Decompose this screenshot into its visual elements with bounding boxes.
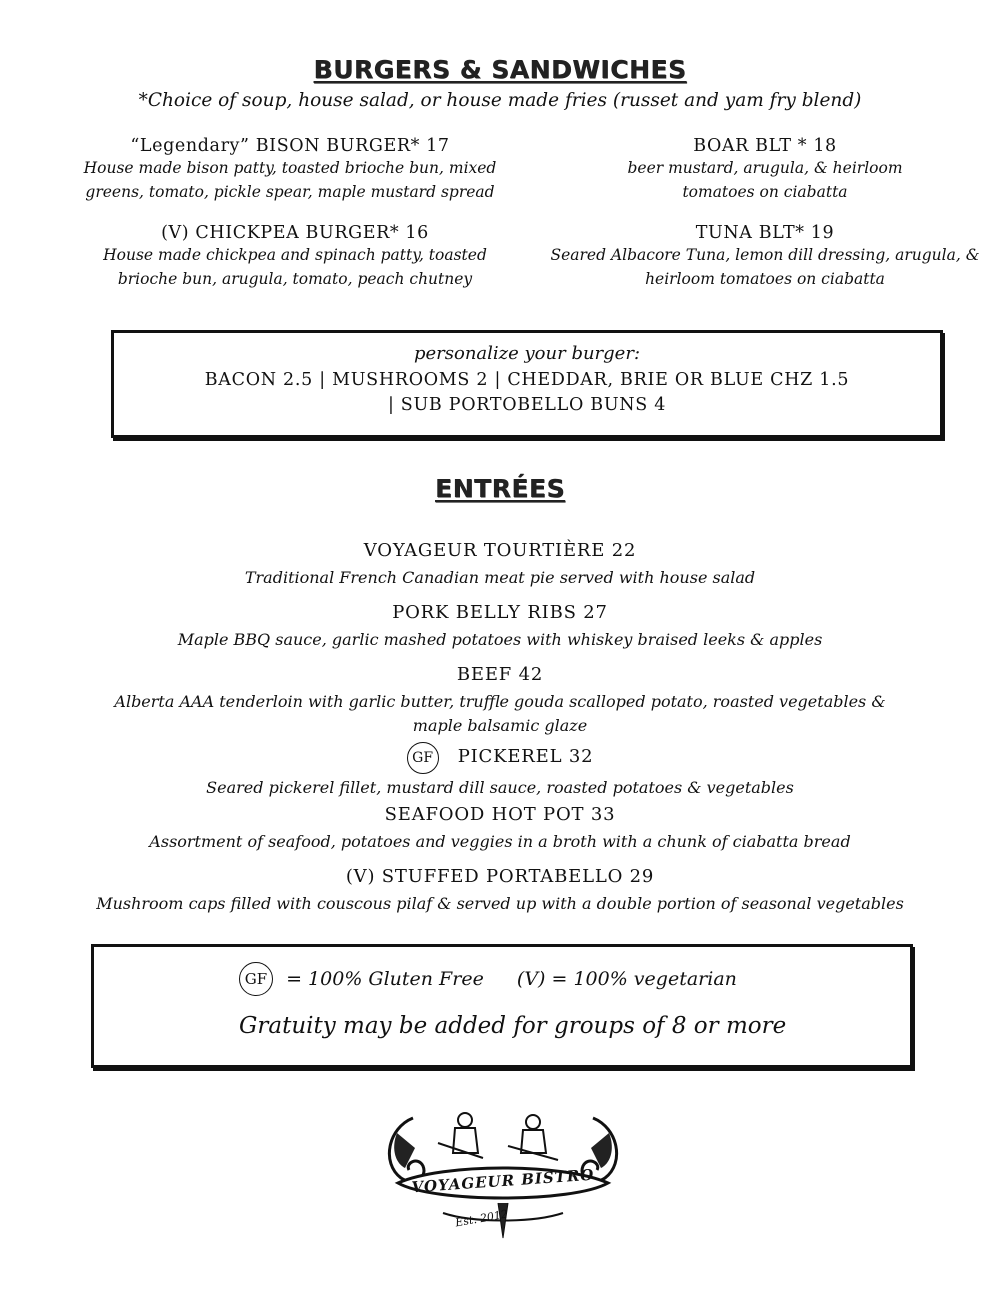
entree-title-row-pickerel	[0, 742, 1000, 774]
legend-box	[91, 944, 913, 1068]
item-desc: House made bison patty, toasted brioche bun, mixed greens, tomato, pickle spear, maple mustard spread	[83, 159, 497, 201]
logo-name: VOYAGEUR BISTRO	[411, 1165, 595, 1197]
vegetarian-legend: (V) = 100% vegetarian	[516, 968, 737, 990]
menu-item-chickpea-burger	[60, 223, 530, 291]
menu-item-boar-blt	[550, 136, 980, 204]
item-title: (V) CHICKPEA BURGER* 16	[161, 223, 429, 243]
entree-desc: Maple BBQ sauce, garlic mashed potatoes with whiskey braised leeks & apples	[177, 630, 823, 649]
entree-desc: Mushroom caps filled with couscous pilaf & served up with a double portion of seasonal vegetables	[96, 894, 904, 913]
gratuity-note: Gratuity may be added for groups of 8 or more	[239, 1013, 787, 1039]
personalize-title: personalize your burger:	[413, 343, 641, 364]
item-title: “Legendary” BISON BURGER* 17	[130, 136, 450, 156]
item-desc: House made chickpea and spinach patty, toasted brioche bun, arugula, tomato, peach chutney	[103, 246, 487, 288]
gluten-free-badge: GF	[239, 962, 273, 996]
personalize-options: BACON 2.5 | MUSHROOMS 2 | CHEDDAR, BRIE OR BLUE CHZ 1.5	[204, 370, 850, 390]
item-title: TUNA BLT* 19	[695, 223, 835, 243]
personalize-options-cont: | SUB PORTOBELLO BUNS 4	[387, 395, 667, 415]
logo-established: Est. 2012	[454, 1207, 509, 1230]
entree-title: PICKEREL 32	[457, 746, 594, 767]
entree-desc: Assortment of seafood, potatoes and veggies in a broth with a chunk of ciabatta bread	[149, 832, 851, 851]
gluten-free-badge: GF	[407, 742, 439, 774]
item-desc: Seared Albacore Tuna, lemon dill dressing, arugula, & heirloom tomatoes on ciabatta	[550, 246, 980, 288]
entree-title: PORK BELLY RIBS 27	[392, 602, 608, 623]
burgers-note: *Choice of soup, house salad, or house made fries (russet and yam fry blend)	[138, 90, 862, 111]
entree-title: VOYAGEUR TOURTIÈRE 22	[363, 540, 637, 561]
entree-title: (V) STUFFED PORTABELLO 29	[345, 866, 655, 887]
legend-row	[239, 962, 737, 996]
entree-desc: Alberta AAA tenderloin with garlic butter, truffle gouda scalloped potato, roasted vegetables & maple balsamic glaze	[114, 692, 886, 735]
entree-title: BEEF 42	[456, 664, 544, 685]
voyageur-bistro-logo	[383, 1108, 623, 1248]
entree-desc: Traditional French Canadian meat pie served with house salad	[244, 568, 756, 587]
menu-item-bison-burger	[60, 136, 520, 204]
entree-desc: Seared pickerel fillet, mustard dill sauce, roasted potatoes & vegetables	[206, 778, 794, 797]
entree-title: SEAFOOD HOT POT 33	[384, 804, 616, 825]
burgers-heading: BURGERS & SANDWICHES	[313, 55, 687, 84]
item-desc: beer mustard, arugula, & heirloom tomatoes on ciabatta	[627, 159, 903, 201]
gluten-free-legend: = 100% Gluten Free	[286, 968, 484, 990]
item-title: BOAR BLT * 18	[693, 136, 837, 156]
menu-item-tuna-blt	[530, 223, 1000, 291]
personalize-box	[111, 330, 943, 438]
entrees-heading: ENTRÉES	[435, 474, 565, 503]
